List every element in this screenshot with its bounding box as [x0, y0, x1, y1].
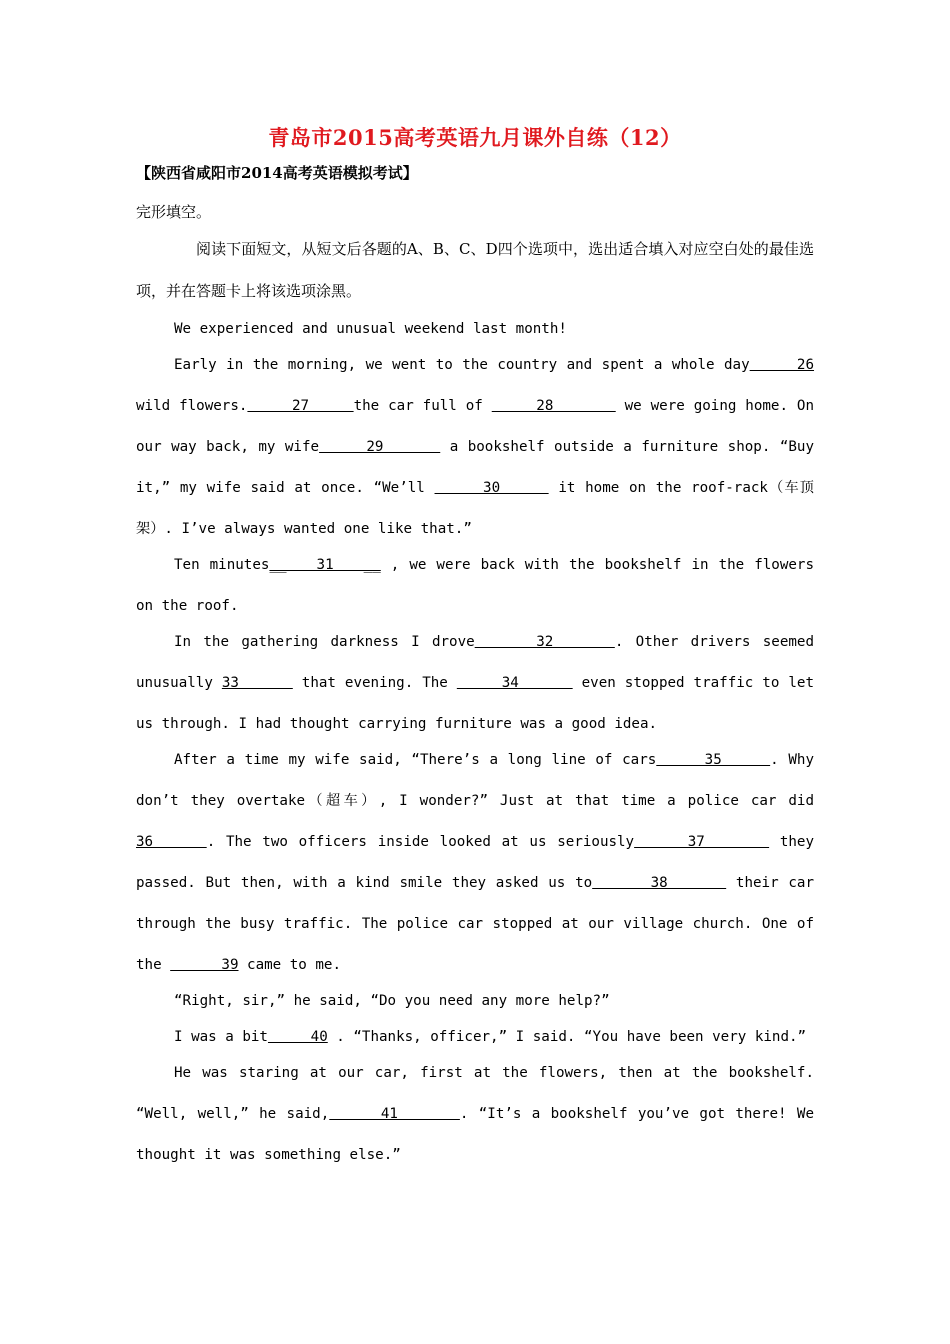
blank-41: 41: [329, 1106, 460, 1122]
blank-40: 40: [267, 1029, 328, 1045]
blank-31: __ 31 __: [269, 557, 381, 573]
passage-text: , we were back with the bookshelf in the flowers on the roof.: [136, 557, 815, 614]
blank-38: 38: [592, 875, 727, 891]
passage-paragraph: [136, 1017, 814, 1058]
passage-text: came to me.: [238, 957, 342, 973]
passage-paragraph: [136, 981, 814, 1022]
passage-text: it home on the roof-rack（车顶架）. I’ve always wanted one like that.”: [136, 480, 814, 537]
passage-text: they passed. But then, with a kind smile they asked us to: [136, 834, 814, 891]
blank-29: 29: [319, 439, 441, 455]
passage-text: wild flowers.: [136, 398, 248, 414]
blank-34: 34: [456, 675, 573, 691]
passage-text: “Right, sir,” he said, “Do you need any more help?”: [174, 993, 610, 1009]
passage-text: . Other drivers seemed unusually: [136, 634, 815, 691]
blank-36: 36: [136, 834, 207, 850]
passage-text: even stopped traffic to let us through. I had thought carrying furniture was a good idea.: [136, 675, 814, 732]
passage-paragraph: [136, 740, 814, 986]
cloze-passage: [136, 309, 814, 1176]
passage-text: In the gathering darkness I drove: [174, 634, 475, 650]
blank-33: 33: [221, 675, 293, 691]
blank-28: 28: [491, 398, 616, 414]
passage-paragraph: [136, 309, 814, 350]
passage-text: Early in the morning, we went to the country and spent a whole day: [174, 357, 750, 373]
passage-text: After a time my wife said, “There’s a long line of cars: [174, 752, 657, 768]
passage-paragraph: [136, 1053, 814, 1176]
passage-text: . “It’s a bookshelf you’ve got there! We thought it was something else.”: [136, 1106, 815, 1163]
passage-text: Ten minutes: [174, 557, 270, 573]
passage-paragraph: [136, 345, 814, 550]
source-heading: 【陕西省咸阳市2014高考英语模拟考试】: [136, 164, 418, 182]
blank-39: 39: [170, 957, 239, 973]
blank-35: 35: [656, 752, 771, 768]
passage-paragraph: [136, 622, 814, 745]
passage-text: . “Thanks, officer,” I said. “You have been very kind.”: [327, 1029, 807, 1045]
passage-text: I was a bit: [174, 1029, 268, 1045]
blank-30: 30: [434, 480, 549, 496]
passage-text: the car full of: [353, 398, 492, 414]
passage-text: that evening. The: [292, 675, 457, 691]
passage-text: we were going home. On our way back, my wife: [136, 398, 815, 455]
passage-text: He was staring at our car, first at the flowers, then at the bookshelf. “Well, well,” he said,: [136, 1065, 814, 1122]
passage-paragraph: [136, 545, 814, 627]
blank-27: 27: [247, 398, 354, 414]
blank-37: 37: [634, 834, 770, 850]
passage-text: We experienced and unusual weekend last month!: [174, 321, 567, 337]
passage-text: a bookshelf outside a furniture shop. “Buy it,” my wife said at once. “We’ll: [136, 439, 814, 496]
blank-32: 32: [474, 634, 615, 650]
page-title: 青岛市2015高考英语九月课外自练（12）: [268, 125, 682, 150]
instructions-paragraph: 阅读下面短文，从短文后各题的A、B、C、D四个选项中，选出适合填入对应空白处的最佳选项，并在答题卡上将该选项涂黑。: [136, 240, 814, 300]
passage-text: . Why don’t they overtake（超车）, I wonder?” Just at that time a police car did: [136, 752, 814, 809]
passage-text: their car through the busy traffic. The police car stopped at our village church. One of the: [136, 875, 814, 973]
blank-26: 26: [749, 357, 815, 373]
passage-text: . The two officers inside looked at us seriously: [206, 834, 635, 850]
section-label: 完形填空。: [136, 203, 212, 221]
